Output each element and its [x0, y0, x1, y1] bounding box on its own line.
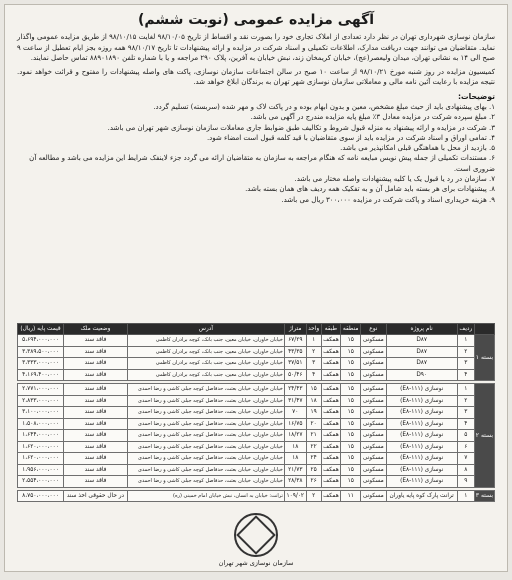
table-cell: ۱۸/۲۷: [284, 430, 306, 442]
table-cell: مسکونی: [361, 395, 386, 407]
note-item: ۸. پیشنهادات برای هر بسته باید شامل آن و به تفکیک همه ردیف های همان بسته باشد.: [245, 185, 495, 194]
table-row: [18, 369, 495, 381]
table-row: [18, 384, 495, 396]
table-cell: نوسازی (۱۱۱-E۸): [386, 453, 457, 465]
table-cell: فاقد سند: [63, 418, 127, 430]
table-cell: D۸۷: [386, 358, 457, 370]
table-cell: مسکونی: [361, 430, 386, 442]
table-cell: ۵: [457, 430, 474, 442]
table-cell: خیابان خاوران، خیابان بعثت، حدفاصل کوچه جبلی کاشی و رضا احمدی: [127, 384, 284, 396]
table-cell: ۳،۳۳۳،۰۰۰،۰۰۰: [18, 358, 64, 370]
table-cell: نوسازی (۱۱۱-E۸): [386, 395, 457, 407]
header-cell: وضعیت ملک: [63, 324, 127, 335]
table-cell: ۱۸: [284, 441, 306, 453]
table-cell: خیابان خاوران، خیابان معین، جنب بانک، کوچه برادران کاظمی: [127, 358, 284, 370]
properties-table-wrapper: [17, 323, 495, 502]
table-cell: مسکونی: [361, 418, 386, 430]
notes-heading: توضیحات:: [457, 91, 495, 101]
table-cell: ۲،۷۷۱،۰۰۰،۰۰۰: [18, 384, 64, 396]
table-row: [18, 490, 495, 502]
table-cell: ۸،۷۵۰،۰۰۰،۰۰۰: [18, 490, 64, 502]
note-item: ۱. بهای پیشنهادی باید از حیث مبلغ مشخص، معین و بدون ابهام بوده و در پاکت لاک و مهر شده (سربسته) تسلیم گردد.: [153, 102, 495, 111]
table-cell: ۵۰/۴۶: [284, 369, 306, 381]
table-cell: ۳: [306, 358, 321, 370]
table-cell: ۲: [457, 395, 474, 407]
table-cell: ۱،۶۲۰،۰۰۰،۰۰۰: [18, 453, 64, 465]
table-cell: ۲۲: [306, 441, 321, 453]
table-cell: ۱۵: [341, 384, 361, 396]
table-cell: خیابان خاوران، خیابان معین، جنب بانک، کوچه برادران کاظمی: [127, 335, 284, 347]
ad-page: [4, 4, 508, 572]
table-cell: ۳،۳۸۹،۵۰۰،۰۰۰: [18, 346, 64, 358]
table-header-row: [18, 324, 495, 335]
note-item: ۲. مبلغ سپرده شرکت در مزایده معادل ۳٪ مبلغ پایه مزایده مندرج در آگهی می باشد.: [250, 113, 495, 122]
table-cell: ۲۸/۳۸: [284, 476, 306, 488]
organization-logo-icon: [234, 513, 278, 557]
header-cell-group: [474, 324, 494, 335]
table-cell: ۴: [306, 369, 321, 381]
table-cell: ۶: [457, 441, 474, 453]
table-cell: ۱: [457, 335, 474, 347]
table-cell: ۱: [457, 384, 474, 396]
table-cell: فاقد سند: [63, 441, 127, 453]
table-cell: مسکونی: [361, 407, 386, 419]
table-cell: نوسازی (۱۱۱-E۸): [386, 418, 457, 430]
table-cell: ۱۵: [306, 384, 321, 396]
table-cell: ۱۵: [341, 453, 361, 465]
table-cell: خیابان خاوران، خیابان بعثت، حدفاصل کوچه جبلی کاشی و رضا احمدی: [127, 464, 284, 476]
table-cell: خیابان خاوران، خیابان معین، جنب بانک، کوچه برادران کاظمی: [127, 369, 284, 381]
table-row: [18, 335, 495, 347]
table-cell: ۱۵: [341, 358, 361, 370]
table-cell: ۱۸: [284, 453, 306, 465]
table-cell: ۱۸: [306, 395, 321, 407]
table-cell: ۲۵: [306, 464, 321, 476]
table-cell: مسکونی: [361, 384, 386, 396]
table-cell: همکف: [321, 346, 341, 358]
table-cell: فاقد سند: [63, 335, 127, 347]
note-item: ۹. هزینه خریداری اسناد و پاکت شرکت در مزایده ۳۰۰،۰۰۰ ریال می باشد.: [281, 195, 495, 204]
table-cell: ۶۷/۲۹: [284, 335, 306, 347]
table-cell: مسکونی: [361, 453, 386, 465]
table-row: [18, 453, 495, 465]
table-cell: D۸۷: [386, 346, 457, 358]
table-cell: ۱،۵۰۸،۰۰۰،۰۰۰: [18, 418, 64, 430]
header-cell: قیمت پایه (ریال): [18, 324, 64, 335]
table-cell: ۱۵: [341, 395, 361, 407]
table-row: [18, 346, 495, 358]
table-cell: در حال حقوقی اخذ سند: [63, 490, 127, 502]
table-cell: همکف: [321, 395, 341, 407]
table-cell: ۹: [457, 476, 474, 488]
page-title: آگهی مزایده عمومی (نوبت ششم): [137, 12, 375, 28]
table-cell: خیابان خاوران، خیابان بعثت، حدفاصل کوچه جبلی کاشی و رضا احمدی: [127, 407, 284, 419]
logo-emblem-icon: [236, 515, 276, 555]
table-cell: همکف: [321, 441, 341, 453]
table-cell: خیابان خاوران، خیابان بعثت، حدفاصل کوچه جبلی کاشی و رضا احمدی: [127, 453, 284, 465]
table-cell: ۲،۵۵۴،۰۰۰،۰۰۰: [18, 476, 64, 488]
table-cell: همکف: [321, 358, 341, 370]
table-cell: مسکونی: [361, 441, 386, 453]
table-cell: ۲۰: [306, 418, 321, 430]
table-cell: D۹۰: [386, 369, 457, 381]
table-cell: نوسازی (۱۱۱-E۸): [386, 476, 457, 488]
note-item: ۳. شرکت در مزایده و ارائه پیشنهاد به منزله قبول شروط و تکالیف طبق ضوابط جاری معاملات سازمان نوسازی شهر تهران می باشد.: [107, 123, 495, 132]
table-cell: خیابان خاوران، خیابان بعثت، حدفاصل کوچه جبلی کاشی و رضا احمدی: [127, 395, 284, 407]
table-cell: ۳۷/۵۱: [284, 358, 306, 370]
table-cell: ۱۵: [341, 441, 361, 453]
table-cell: مسکونی: [361, 476, 386, 488]
table-cell: نوسازی (۱۱۱-E۸): [386, 441, 457, 453]
table-cell: خیابان خاوران، خیابان بعثت، حدفاصل کوچه جبلی کاشی و رضا احمدی: [127, 476, 284, 488]
table-cell: ۲۶: [306, 476, 321, 488]
group-label: بسته ۱: [474, 335, 494, 381]
table-cell: ۱۱: [341, 490, 361, 502]
table-cell: ۱۵: [341, 430, 361, 442]
table-cell: ۲۴/۴۳: [284, 384, 306, 396]
table-cell: ۱۵: [341, 369, 361, 381]
table-cell: ۴: [457, 418, 474, 430]
table-cell: خیابان خاوران، خیابان بعثت، حدفاصل کوچه جبلی کاشی و رضا احمدی: [127, 441, 284, 453]
table-cell: ۴،۱۶۹،۴۰۰،۰۰۰: [18, 369, 64, 381]
header-cell: آدرس: [127, 324, 284, 335]
header-cell: نوع: [361, 324, 386, 335]
group-label: بسته ۳: [474, 490, 494, 502]
notes-list: [5, 102, 507, 205]
table-cell: همکف: [321, 335, 341, 347]
table-cell: فاقد سند: [63, 407, 127, 419]
table-cell: ۸: [457, 464, 474, 476]
table-row: [18, 358, 495, 370]
note-item: ۶. مستندات تکمیلی از جمله پیش نویس مبایعه نامه که هنگام مراجعه به سازمان به متقاضیان ارائه می گردد جزء لاینفک شرایط این مزایده می باشد و مطالعه آن ضروری است.: [29, 154, 495, 173]
table-cell: ترانت: خیابان به انسان، نبش خیابان امام خمینی (ره): [127, 490, 284, 502]
header-cell: ردیف: [457, 324, 474, 335]
table-cell: فاقد سند: [63, 369, 127, 381]
table-cell: مسکونی: [361, 358, 386, 370]
table-cell: مسکونی: [361, 369, 386, 381]
table-cell: همکف: [321, 430, 341, 442]
table-cell: فاقد سند: [63, 430, 127, 442]
properties-table: [17, 323, 495, 502]
table-cell: ۱،۶۴۴،۰۰۰،۰۰۰: [18, 430, 64, 442]
table-cell: همکف: [321, 418, 341, 430]
table-cell: ۲: [306, 346, 321, 358]
table-cell: فاقد سند: [63, 384, 127, 396]
table-cell: ۱۵: [341, 464, 361, 476]
table-cell: ۱۹: [306, 407, 321, 419]
table-cell: نوسازی (۱۱۱-E۸): [386, 430, 457, 442]
group-label: بسته ۲: [474, 384, 494, 488]
table-row: [18, 395, 495, 407]
table-cell: ۱۵: [341, 407, 361, 419]
table-cell: همکف: [321, 453, 341, 465]
table-cell: ۲: [306, 490, 321, 502]
table-cell: مسکونی: [361, 490, 386, 502]
table-cell: نوسازی (۱۱۱-E۸): [386, 384, 457, 396]
table-row: [18, 464, 495, 476]
table-cell: نوسازی (۱۱۱-E۸): [386, 464, 457, 476]
table-cell: ۱۵: [341, 418, 361, 430]
header-cell: منطقه: [341, 324, 361, 335]
table-cell: خیابان خاوران، خیابان معین، جنب بانک، کوچه برادران کاظمی: [127, 346, 284, 358]
table-cell: فاقد سند: [63, 395, 127, 407]
table-row: [18, 441, 495, 453]
header-cell: واحد: [306, 324, 321, 335]
table-cell: ۱: [457, 490, 474, 502]
table-cell: ۲۱: [306, 430, 321, 442]
table-cell: خیابان خاوران، خیابان بعثت، حدفاصل کوچه جبلی کاشی و رضا احمدی: [127, 430, 284, 442]
table-body: [18, 335, 495, 502]
table-cell: ۴: [457, 369, 474, 381]
table-cell: همکف: [321, 407, 341, 419]
table-cell: همکف: [321, 464, 341, 476]
table-cell: ۵،۶۹۴،۰۰۰،۰۰۰: [18, 335, 64, 347]
table-row: [18, 407, 495, 419]
table-cell: ۳: [457, 407, 474, 419]
table-cell: ۲: [457, 346, 474, 358]
table-cell: ۲،۸۳۳،۰۰۰،۰۰۰: [18, 395, 64, 407]
table-cell: ۱،۶۲۰،۰۰۰،۰۰۰: [18, 441, 64, 453]
table-cell: فاقد سند: [63, 476, 127, 488]
header-cell: متراژ: [284, 324, 306, 335]
table-cell: ۲۴: [306, 453, 321, 465]
table-cell: ۱۵: [341, 476, 361, 488]
table-row: [18, 476, 495, 488]
table-cell: مسکونی: [361, 346, 386, 358]
table-cell: همکف: [321, 369, 341, 381]
table-cell: ۳: [457, 358, 474, 370]
note-item: ۵. بازدید از محل با هماهنگی قبلی امکانپذیر می باشد.: [340, 144, 495, 153]
table-cell: همکف: [321, 384, 341, 396]
table-cell: ۱۰۹/۰۲: [284, 490, 306, 502]
table-row: [18, 430, 495, 442]
table-cell: ۱۶/۷۵: [284, 418, 306, 430]
table-cell: مسکونی: [361, 335, 386, 347]
header-cell: نام پروژه: [386, 324, 457, 335]
table-cell: ۱۵: [341, 335, 361, 347]
header-cell: طبقه: [321, 324, 341, 335]
table-cell: فاقد سند: [63, 453, 127, 465]
table-cell: همکف: [321, 490, 341, 502]
table-cell: همکف: [321, 476, 341, 488]
table-row: [18, 418, 495, 430]
table-cell: ۱،۹۵۶،۰۰۰،۰۰۰: [18, 464, 64, 476]
organization-name: سازمان نوسازی شهر تهران: [218, 559, 294, 567]
table-cell: ۱۵: [341, 346, 361, 358]
table-cell: فاقد سند: [63, 346, 127, 358]
table-cell: خیابان خاوران، خیابان بعثت، حدفاصل کوچه جبلی کاشی و رضا احمدی: [127, 418, 284, 430]
table-cell: فاقد سند: [63, 358, 127, 370]
table-cell: D۸۷: [386, 335, 457, 347]
intro-paragraph-2: کمیسیون مزایده در روز شنبه مورخ ۹۸/۱۰/۲۱ از ساعت ۱۰ صبح در سالن اجتماعات سازمان نوسازی، پاکت های واصله پیشنهادات را مفتوح و قرائت خواهد نمود. نتیجه مزایده با رعایت آئین نامه مالی و معاملاتی سازمان نوسازی شهر تهران به برندگان ابلاغ خواهد شد.: [17, 67, 495, 87]
table-cell: ۱: [306, 335, 321, 347]
note-item: ۴. تمامی اوراق و اسناد شرکت در مزایده باید از سوی متقاضیان با قید کلمه قبول است امضاء شود.: [206, 133, 495, 142]
table-cell: فاقد سند: [63, 464, 127, 476]
table-cell: ۷۰: [284, 407, 306, 419]
table-cell: مسکونی: [361, 464, 386, 476]
table-cell: ۳۱/۴۷: [284, 395, 306, 407]
table-cell: ۲۱/۷۳: [284, 464, 306, 476]
table-cell: ۳،۱۰۰،۰۰۰،۰۰۰: [18, 407, 64, 419]
table-cell: ۴۳/۳۵: [284, 346, 306, 358]
table-cell: ۷: [457, 453, 474, 465]
intro-paragraph-1: سازمان نوسازی شهرداری تهران در نظر دارد تعدادی از املاک تجاری خود را بصورت نقد و اقساط از تاریخ ۹۸/۱۰/۰۵ لغایت ۹۸/۱۰/۱۵ از طریق مزایده عمومی واگذار نماید. متقاضیان می توانند جهت دریافت مدارک، اطلاعات تکمیلی و اسناد شرکت در مزایده و ارائه پیشنهادات تا تاریخ ۹۸/۱۰/۱۷ همه روزه بجز ایام تعطیل از ساعت ۹ صبح الی ۱۴ به نشانی تهران، میدان ولیعصر(عج)، خیابان کریمخان زند، نبش خیابان به آفرین، پلاک ۲۹۰ مراجعه و یا با شماره تلفن ۸۸۹۰۱۸۹۰ تماس حاصل نمایند.: [17, 33, 495, 63]
table-cell: ترانت پارک کوه پایه یاوران: [386, 490, 457, 502]
table-cell: نوسازی (۱۱۱-E۸): [386, 407, 457, 419]
note-item: ۷. سازمان در رد یا قبول یک یا کلیه پیشنهادات واصله مختار می باشد.: [294, 175, 495, 184]
